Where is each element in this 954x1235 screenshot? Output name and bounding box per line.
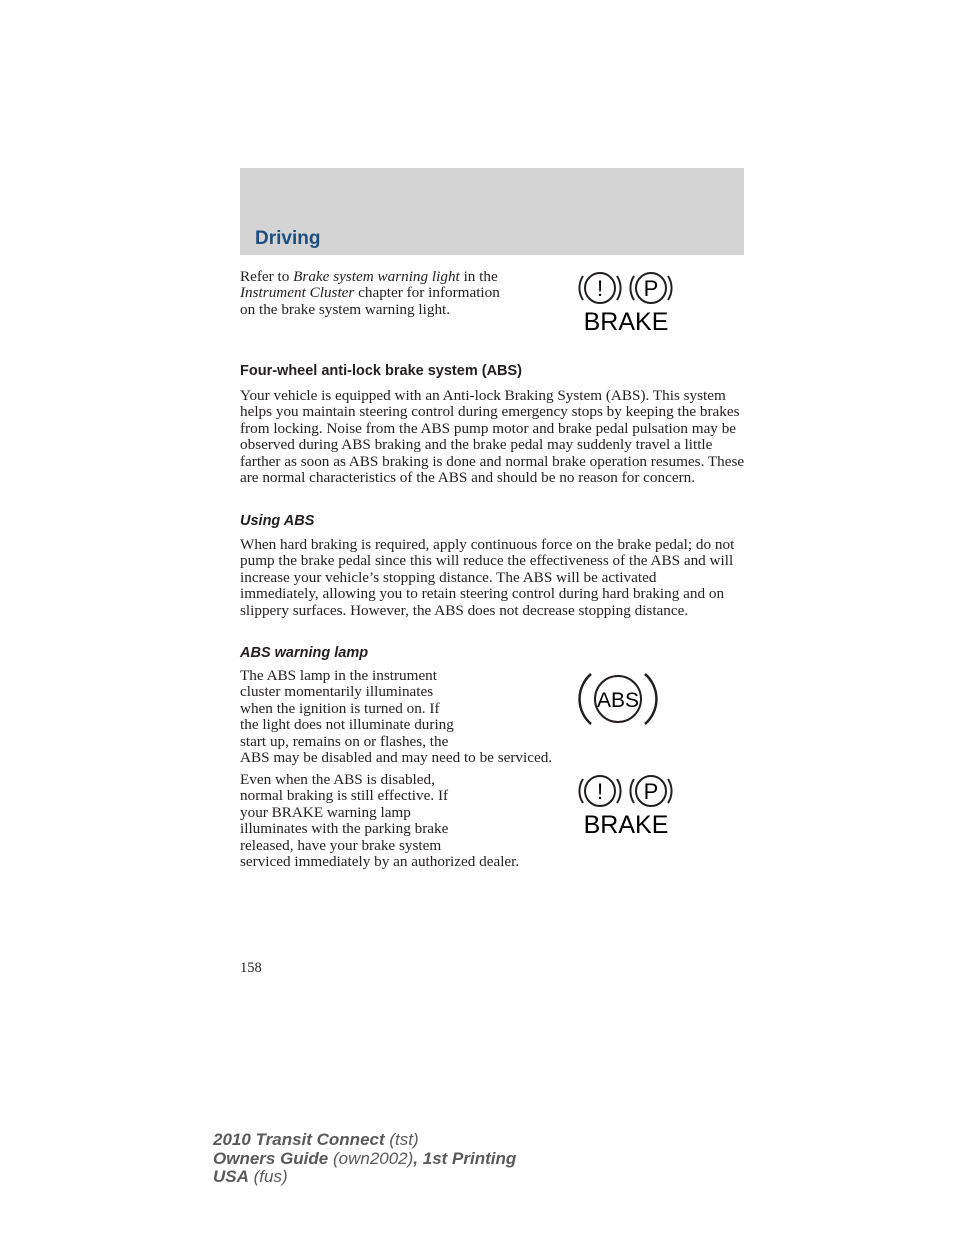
text-line: your BRAKE warning lamp [240, 803, 411, 821]
brake-reference-paragraph: Refer to Brake system warning light in the Instrument Cluster chapter for information on the brake system warning light. [240, 268, 500, 318]
text-line: serviced immediately by an authorized dealer. [240, 853, 520, 871]
document-footer [213, 1131, 516, 1187]
using-abs-paragraph: When hard braking is required, apply continuous force on the brake pedal; do not pump the brake pedal since this will reduce the effectiveness of the ABS and will increase your vehicle’s stopping distance. The ABS will be activated immediately, allowing you to retain steering control during hard braking and on slippery surfaces. However, the ABS does not decrease stopping distance. [240, 536, 735, 619]
text-line: the light does not illuminate during [240, 716, 454, 734]
text-line: ABS may be disabled and may need to be serviced. [240, 749, 553, 767]
svg-text:!: ! [596, 276, 604, 301]
text-line: The ABS lamp in the instrument [240, 667, 437, 684]
section-title: Driving [255, 228, 321, 249]
brake-warning-icon [578, 268, 674, 334]
text-line: start up, remains on or flashes, the [240, 732, 449, 750]
svg-text:!: ! [596, 779, 604, 804]
text-line: released, have your brake system [240, 836, 442, 854]
text-line: Even when the ABS is disabled, [240, 771, 435, 788]
brake-warning-icon [578, 771, 674, 837]
text-line: cluster momentarily illuminates [240, 683, 434, 701]
text-line: illuminates with the parking brake [240, 820, 449, 838]
abs-section-heading: Four-wheel anti-lock brake system (ABS) [240, 363, 523, 379]
footer-line-2: Owners Guide (own2002), 1st Printing [213, 1148, 517, 1168]
abs-warning-lamp-heading: ABS warning lamp [240, 645, 369, 661]
svg-text:BRAKE: BRAKE [583, 811, 669, 837]
text-line: when the ignition is turned on. If [240, 699, 440, 717]
abs-intro-paragraph: Your vehicle is equipped with an Anti-lock Braking System (ABS). This system helps you maintain steering control during emergency stops by keeping the brakes from locking. Noise from the ABS pump motor and brake pedal pulsation may be observed during ABS braking and the brake pedal may suddenly travel a little farther as soon as ABS braking is done and normal brake operation resumes. These are normal characteristics of the ABS and should be no reason for concern. [240, 387, 745, 487]
page-number: 158 [240, 960, 262, 976]
svg-text:P: P [643, 276, 659, 301]
svg-text:P: P [643, 779, 659, 804]
footer-line-3: USA (fus) [213, 1167, 288, 1186]
abs-warning-icon [578, 668, 658, 732]
svg-text:BRAKE: BRAKE [583, 308, 669, 334]
footer-line-1: 2010 Transit Connect (tst) [213, 1130, 419, 1149]
using-abs-heading: Using ABS [240, 513, 315, 529]
text-line: normal braking is still effective. If [240, 787, 449, 805]
svg-text:ABS: ABS [596, 689, 640, 712]
